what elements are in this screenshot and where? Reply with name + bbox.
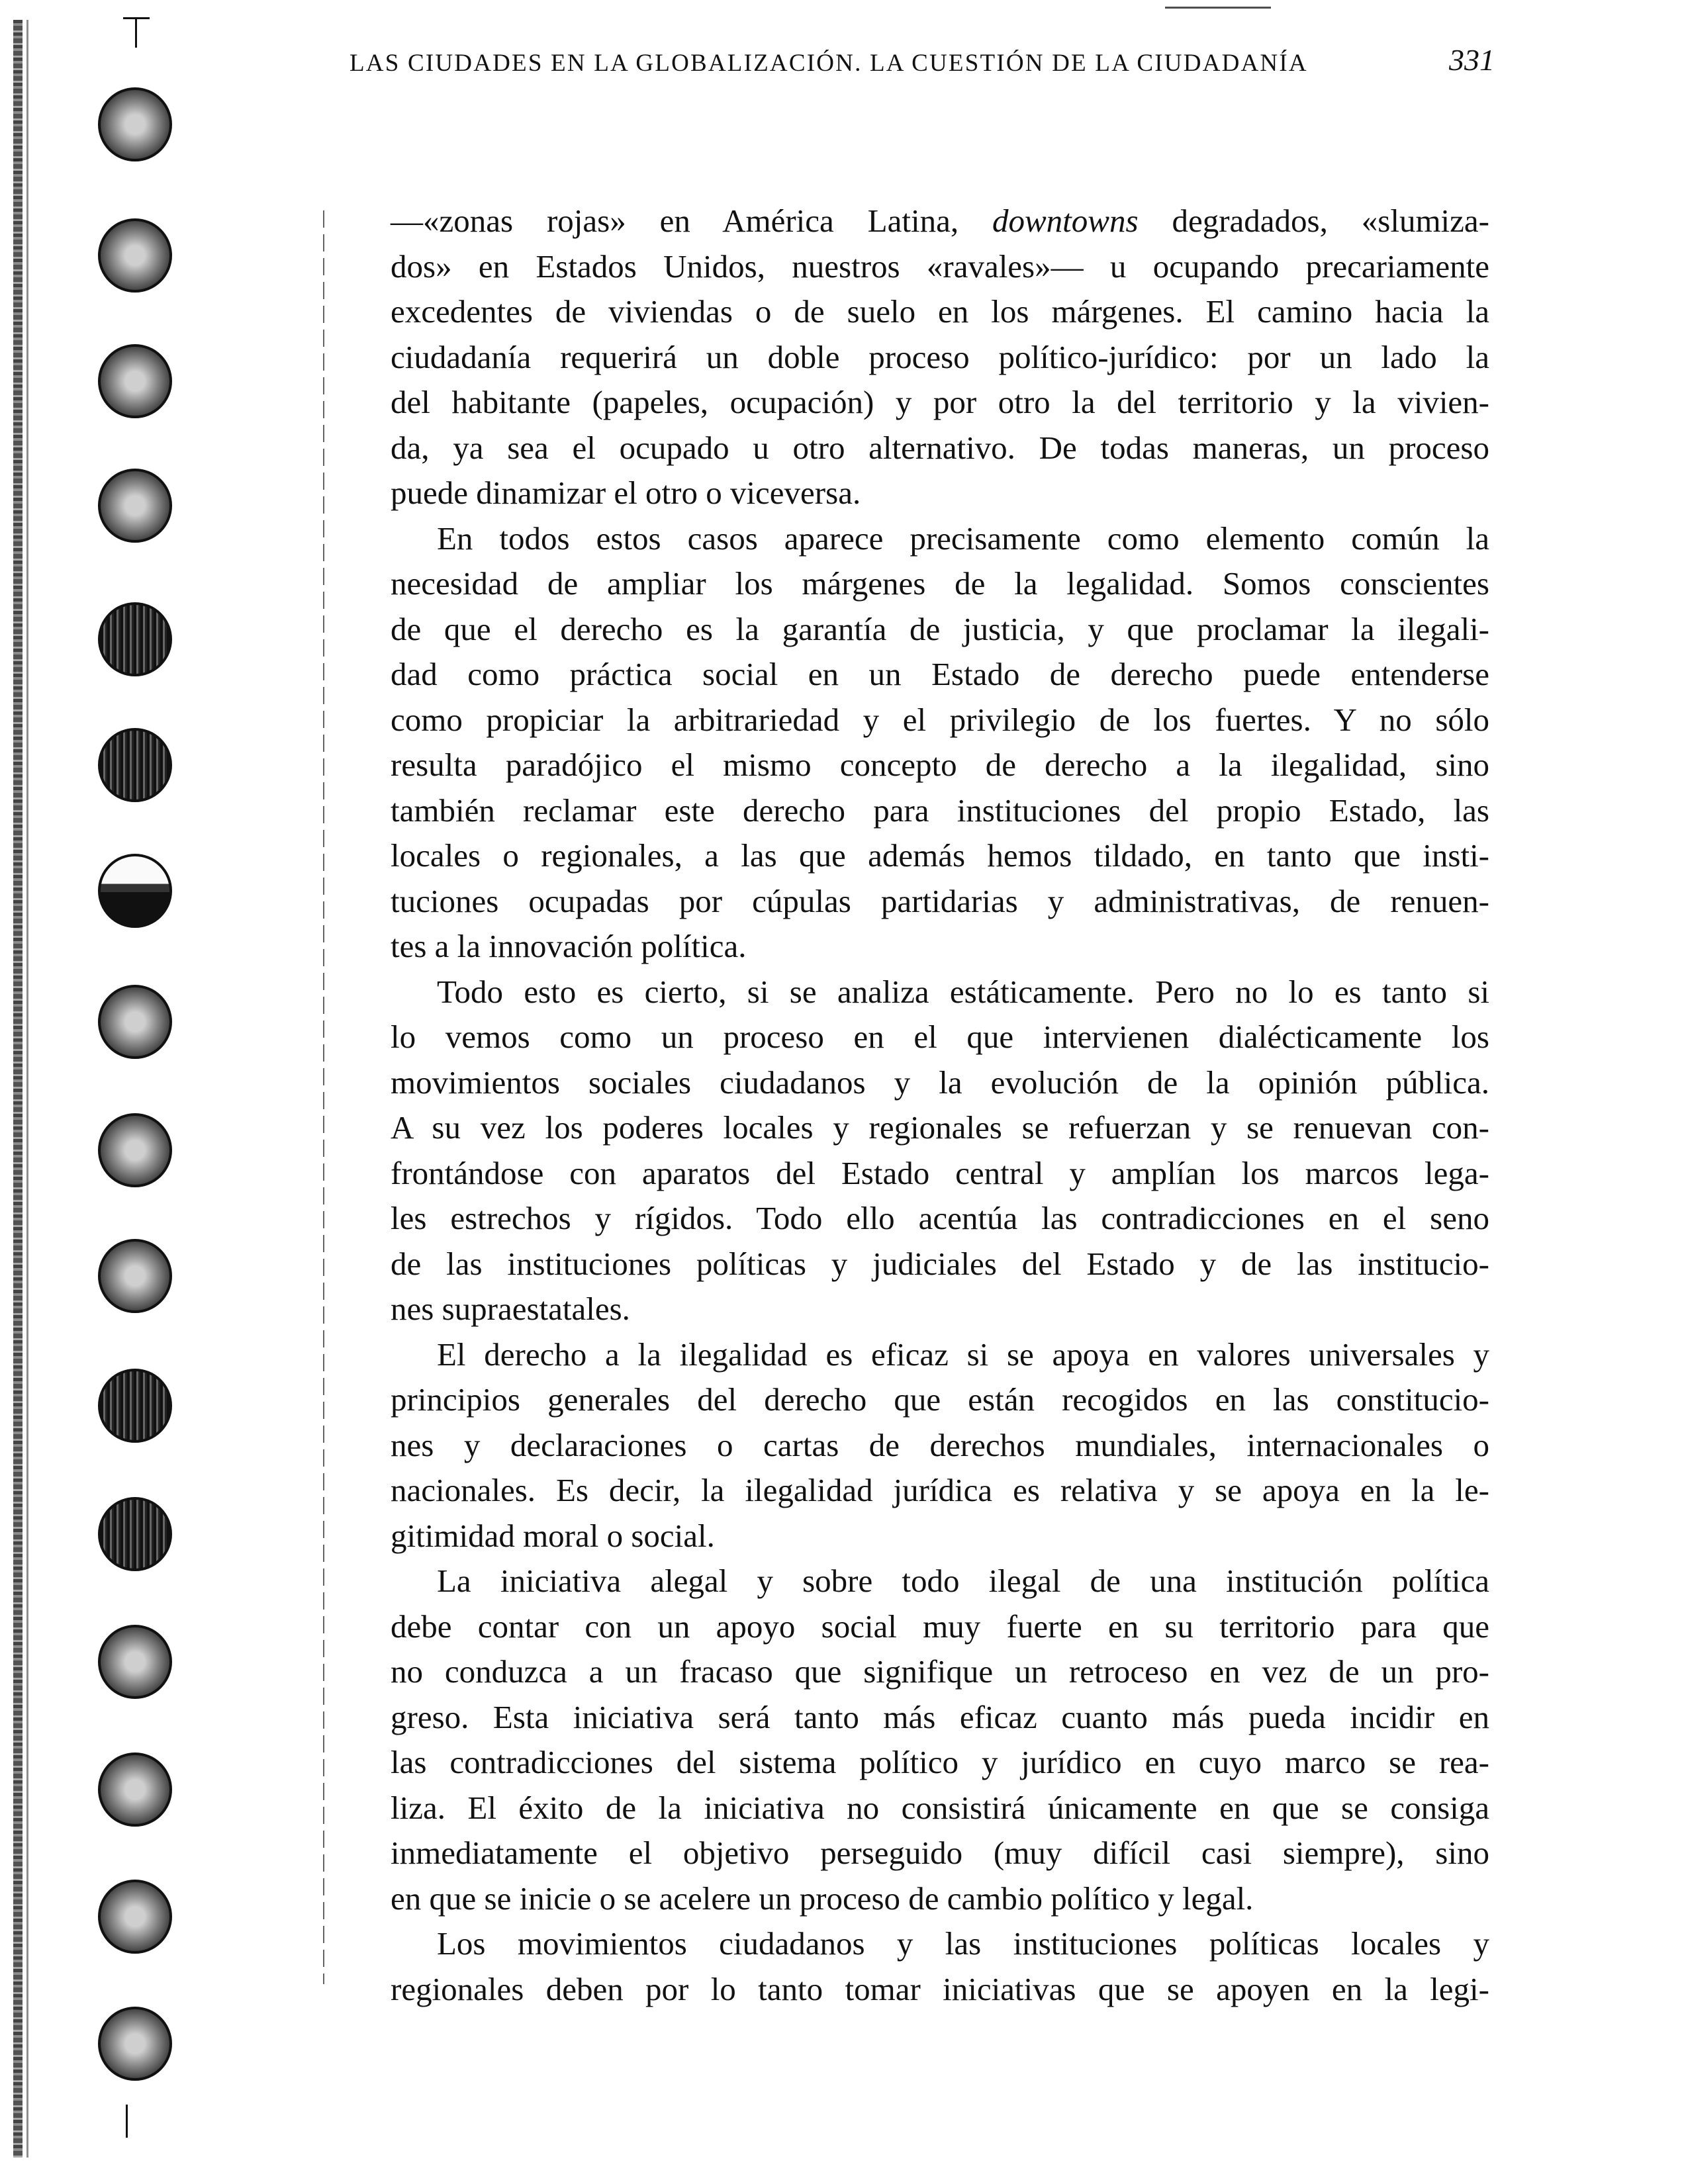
punch-hole [98,1752,172,1827]
text-line: nes y declaraciones o cartas de derechos mundiales, internacionales o [391,1426,1489,1463]
running-header-title: LAS CIUDADES EN LA GLOBALIZACIÓN. LA CUESTIÓN DE LA CIUDADANÍA [350,50,1308,77]
text-line: —«zonas rojas» en América Latina, downtowns degradados, «slumiza- [391,203,1489,239]
margin-rule [323,210,324,1984]
text-line: A su vez los poderes locales y regionales se refuerzan y se renuevan con- [391,1109,1489,1146]
punch-hole [98,1239,172,1313]
text-line: La iniciativa alegal y sobre todo ilegal de una institución política [437,1563,1489,1599]
text-line: lo vemos como un proceso en el que intervienen dialécticamente los [391,1019,1489,1055]
text-line: necesidad de ampliar los márgenes de la legalidad. Somos conscientes [391,565,1489,602]
text-line: inmediatamente el objetivo perseguido (muy difícil casi siempre), sino [391,1835,1489,1871]
text-line: dos» en Estados Unidos, nuestros «ravales»— u ocupando precariamente [391,248,1489,285]
punch-hole [98,854,172,928]
text-line: tuciones ocupadas por cúpulas partidarias y administrativas, de renuen- [391,882,1489,919]
paragraph [391,1332,1489,1559]
text-line: principios generales del derecho que están recogidos en las constitucio- [391,1381,1489,1418]
text-line: excedentes de viviendas o de suelo en los márgenes. El camino hacia la [391,293,1489,330]
text-line: dad como práctica social en un Estado de derecho puede entenderse [391,656,1489,692]
text-line: gitimidad moral o social. [391,1517,715,1554]
text-line: nes supraestatales. [391,1291,630,1327]
punch-hole [98,602,172,676]
text-line: ciudadanía requerirá un doble proceso político-jurídico: por un lado la [391,338,1489,375]
scan-artifact-dash [1165,7,1271,9]
punch-hole [98,469,172,543]
text-line: El derecho a la ilegalidad es eficaz si se apoya en valores universales y [437,1336,1489,1373]
punch-hole [98,1625,172,1699]
paragraph [391,199,1489,516]
paragraph [391,1921,1489,2012]
paragraph [391,516,1489,970]
text-line: Los movimientos ciudadanos y las instituciones políticas locales y [437,1925,1489,1962]
punch-hole [98,1113,172,1187]
punch-hole [98,2007,172,2081]
text-line: también reclamar este derecho para instituciones del propio Estado, las [391,792,1489,829]
text-line: locales o regionales, a las que además hemos tildado, en tanto que insti- [391,837,1489,874]
text-line: de las instituciones políticas y judiciales del Estado y de las institucio- [391,1245,1489,1282]
text-line: Todo esto es cierto, si se analiza estáticamente. Pero no lo es tanto si [437,973,1489,1010]
text-line: En todos estos casos aparece precisamente como elemento común la [437,520,1489,557]
punch-hole [98,985,172,1059]
crop-mark-bottom [126,2105,128,2138]
punch-hole [98,1497,172,1571]
paragraph [391,970,1489,1332]
binding-edge-line [26,20,28,2158]
punch-hole [98,1369,172,1443]
text-line: no conduzca a un fracaso que signifique un retroceso en vez de un pro- [391,1653,1489,1690]
punch-hole [98,344,172,418]
text-line: movimientos sociales ciudadanos y la evolución de la opinión pública. [391,1064,1489,1101]
text-line: puede dinamizar el otro o viceversa. [391,475,861,511]
binding-edge [13,20,23,2158]
text-line: regionales deben por lo tanto tomar iniciativas que se apoyen en la legi- [391,1970,1489,2007]
punch-hole [98,728,172,802]
text-line: les estrechos y rígidos. Todo ello acentúa las contradicciones en el seno [391,1200,1489,1236]
punch-hole [98,87,172,161]
paragraph [391,1559,1489,1921]
punch-hole [98,1880,172,1954]
text-line: del habitante (papeles, ocupación) y por otro la del territorio y la vivien- [391,384,1489,420]
text-line: tes a la innovación política. [391,928,747,964]
text-line: greso. Esta iniciativa será tanto más eficaz cuanto más pueda incidir en [391,1698,1489,1735]
emphasis: downtowns [992,203,1139,239]
text-line: como propiciar la arbitrariedad y el privilegio de los fuertes. Y no sólo [391,701,1489,738]
crop-mark-top-stem [135,17,137,48]
text-line: liza. El éxito de la iniciativa no consistirá únicamente en que se consiga [391,1789,1489,1826]
text-line: da, ya sea el ocupado u otro alternativo. De todas maneras, un proceso [391,429,1489,466]
text-line: nacionales. Es decir, la ilegalidad jurídica es relativa y se apoya en la le- [391,1472,1489,1508]
text-line: frontándose con aparatos del Estado central y amplían los marcos lega- [391,1154,1489,1191]
text-line: en que se inicie o se acelere un proceso de cambio político y legal. [391,1880,1254,1917]
running-header [350,42,1495,85]
text-line: las contradicciones del sistema político y jurídico en cuyo marco se rea- [391,1744,1489,1780]
text-line: resulta paradójico el mismo concepto de derecho a la ilegalidad, sino [391,747,1489,783]
text-line: debe contar con un apoyo social muy fuerte en su territorio para que [391,1608,1489,1645]
text-line: de que el derecho es la garantía de justicia, y que proclamar la ilegali- [391,610,1489,647]
page-number: 331 [1449,43,1495,77]
punch-hole [98,218,172,293]
body-text [391,199,1489,2012]
